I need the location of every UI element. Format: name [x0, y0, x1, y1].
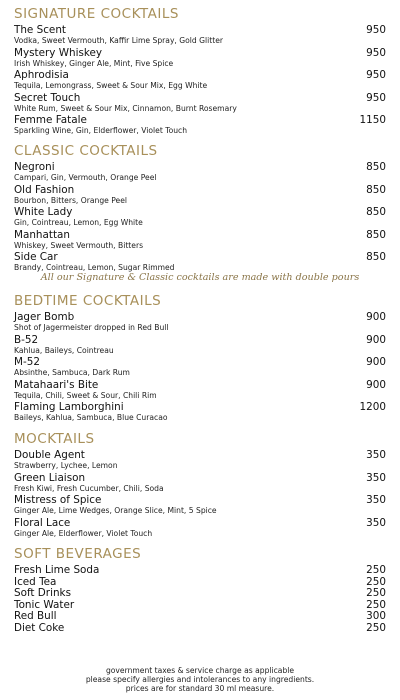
item-description: Strawberry, Lychee, Lemon [14, 461, 118, 470]
section-title: BEDTIME COCKTAILS [14, 293, 162, 309]
menu-item [14, 92, 388, 115]
item-price: 350 [366, 494, 386, 506]
item-price: 850 [366, 206, 386, 218]
item-name: Femme Fatale [14, 114, 87, 126]
soft-beverages-section [14, 546, 388, 633]
menu-item [14, 449, 388, 472]
item-price: 950 [366, 91, 386, 104]
item-description: Shot of Jagermeister dropped in Red Bull [14, 323, 169, 332]
item-name: Old Fashion [14, 183, 75, 196]
menu-footer [0, 666, 400, 693]
item-price: 350 [366, 471, 386, 484]
item-price: 250 [366, 564, 386, 576]
item-name: Red Bull [14, 610, 57, 622]
menu-item [14, 472, 388, 495]
item-description: Ginger Ale, Lime Wedges, Orange Slice, Mint, 5 Spice [14, 506, 217, 515]
menu-item [14, 622, 388, 634]
item-description: Gin, Cointreau, Lemon, Egg White [14, 218, 143, 227]
item-price: 850 [366, 161, 386, 173]
item-name: Side Car [14, 251, 58, 263]
item-price: 350 [366, 516, 386, 529]
item-name: Negroni [14, 161, 55, 173]
item-name: Iced Tea [14, 575, 57, 588]
item-name: Jager Bomb [14, 311, 75, 323]
item-price: 900 [366, 311, 386, 323]
item-name: Soft Drinks [14, 587, 71, 599]
item-name: Flaming Lamborghini [14, 401, 124, 413]
menu-item [14, 114, 388, 137]
item-name: The Scent [14, 24, 66, 36]
item-price: 950 [366, 24, 386, 36]
menu-item [14, 401, 388, 424]
item-description: Vodka, Sweet Vermouth, Kaffir Lime Spray, Gold Glitter [14, 36, 223, 45]
section-title: MOCKTAILS [14, 431, 95, 447]
item-name: Aphrodisia [14, 69, 69, 81]
section-title: SIGNATURE COCKTAILS [14, 6, 179, 22]
item-description: Fresh Kiwi, Fresh Cucumber, Chili, Soda [14, 483, 164, 493]
item-price: 900 [366, 378, 386, 391]
item-description: Tequila, Lemongrass, Sweet & Sour Mix, Egg White [14, 81, 208, 90]
menu-item [14, 69, 388, 92]
item-description: Whiskey, Sweet Vermouth, Bitters [14, 240, 144, 250]
menu-item [14, 564, 388, 576]
signature-cocktails-section [14, 6, 388, 137]
item-name: M-52 [14, 356, 40, 368]
item-price: 850 [366, 183, 386, 196]
item-price: 250 [366, 598, 386, 611]
item-name: White Lady [14, 206, 73, 218]
item-price: 250 [366, 575, 386, 588]
item-name: Double Agent [14, 449, 85, 461]
item-price: 950 [366, 69, 386, 81]
footer-allergy-note: please specify allergies and intolerances to any ingredients. [85, 675, 315, 684]
menu-item [14, 184, 388, 207]
item-description: Ginger Ale, Elderflower, Violet Touch [14, 528, 153, 538]
item-description: White Rum, Sweet & Sour Mix, Cinnamon, Burnt Rosemary [14, 103, 237, 113]
item-name: Secret Touch [14, 91, 81, 104]
mocktails-section [14, 431, 388, 539]
item-description: Irish Whiskey, Ginger Ale, Mint, Five Spice [14, 58, 174, 68]
item-description: Bourbon, Bitters, Orange Peel [14, 195, 127, 205]
item-name: Mistress of Spice [14, 494, 102, 506]
item-name: Matahaari's Bite [14, 378, 99, 391]
menu-item [14, 494, 388, 517]
bedtime-cocktails-section [14, 293, 388, 424]
menu-item [14, 517, 388, 540]
menu-item [14, 610, 388, 622]
item-price: 250 [366, 621, 386, 634]
menu-item [14, 161, 388, 184]
item-price: 350 [366, 449, 386, 461]
menu-item [14, 356, 388, 379]
item-price: 300 [366, 610, 386, 622]
item-price: 850 [366, 228, 386, 241]
item-price: 900 [366, 356, 386, 368]
menu-item [14, 576, 388, 588]
menu-item [14, 47, 388, 70]
item-description: Sparkling Wine, Gin, Elderflower, Violet Touch [14, 126, 188, 135]
footer-taxes-note: government taxes & service charge as applicable [105, 666, 295, 675]
item-price: 850 [366, 251, 386, 263]
item-description: Kahlua, Baileys, Cointreau [14, 345, 114, 355]
menu-item [14, 599, 388, 611]
item-description: Brandy, Cointreau, Lemon, Sugar Rimmed [14, 263, 175, 272]
item-price: 950 [366, 46, 386, 59]
menu-item [14, 24, 388, 47]
item-name: Green Liaison [14, 471, 86, 484]
item-price: 900 [366, 333, 386, 346]
item-price: 1200 [359, 401, 386, 413]
menu-item [14, 334, 388, 357]
item-name: Fresh Lime Soda [14, 564, 100, 576]
item-name: Mystery Whiskey [14, 46, 103, 59]
menu-item [14, 587, 388, 599]
menu-item [14, 229, 388, 252]
item-price: 250 [366, 587, 386, 599]
item-name: B-52 [14, 333, 39, 346]
menu-item [14, 379, 388, 402]
section-title: SOFT BEVERAGES [14, 546, 142, 562]
menu-item [14, 251, 388, 274]
item-description: Absinthe, Sambuca, Dark Rum [14, 368, 130, 377]
double-pour-note: All our Signature & Classic cocktails are made with double pours [40, 272, 360, 283]
item-name: Floral Lace [14, 516, 71, 529]
item-name: Manhattan [14, 228, 70, 241]
menu-item [14, 311, 388, 334]
classic-cocktails-section [14, 143, 388, 274]
item-description: Baileys, Kahlua, Sambuca, Blue Curacao [14, 413, 168, 422]
item-name: Diet Coke [14, 621, 65, 634]
footer-measure-note: prices are for standard 30 ml measure. [125, 684, 275, 693]
section-title: CLASSIC COCKTAILS [14, 143, 158, 159]
item-name: Tonic Water [14, 598, 75, 611]
item-description: Tequila, Chili, Sweet & Sour, Chili Rim [14, 390, 157, 400]
item-price: 1150 [359, 114, 386, 126]
item-description: Campari, Gin, Vermouth, Orange Peel [14, 173, 157, 182]
menu-item [14, 206, 388, 229]
